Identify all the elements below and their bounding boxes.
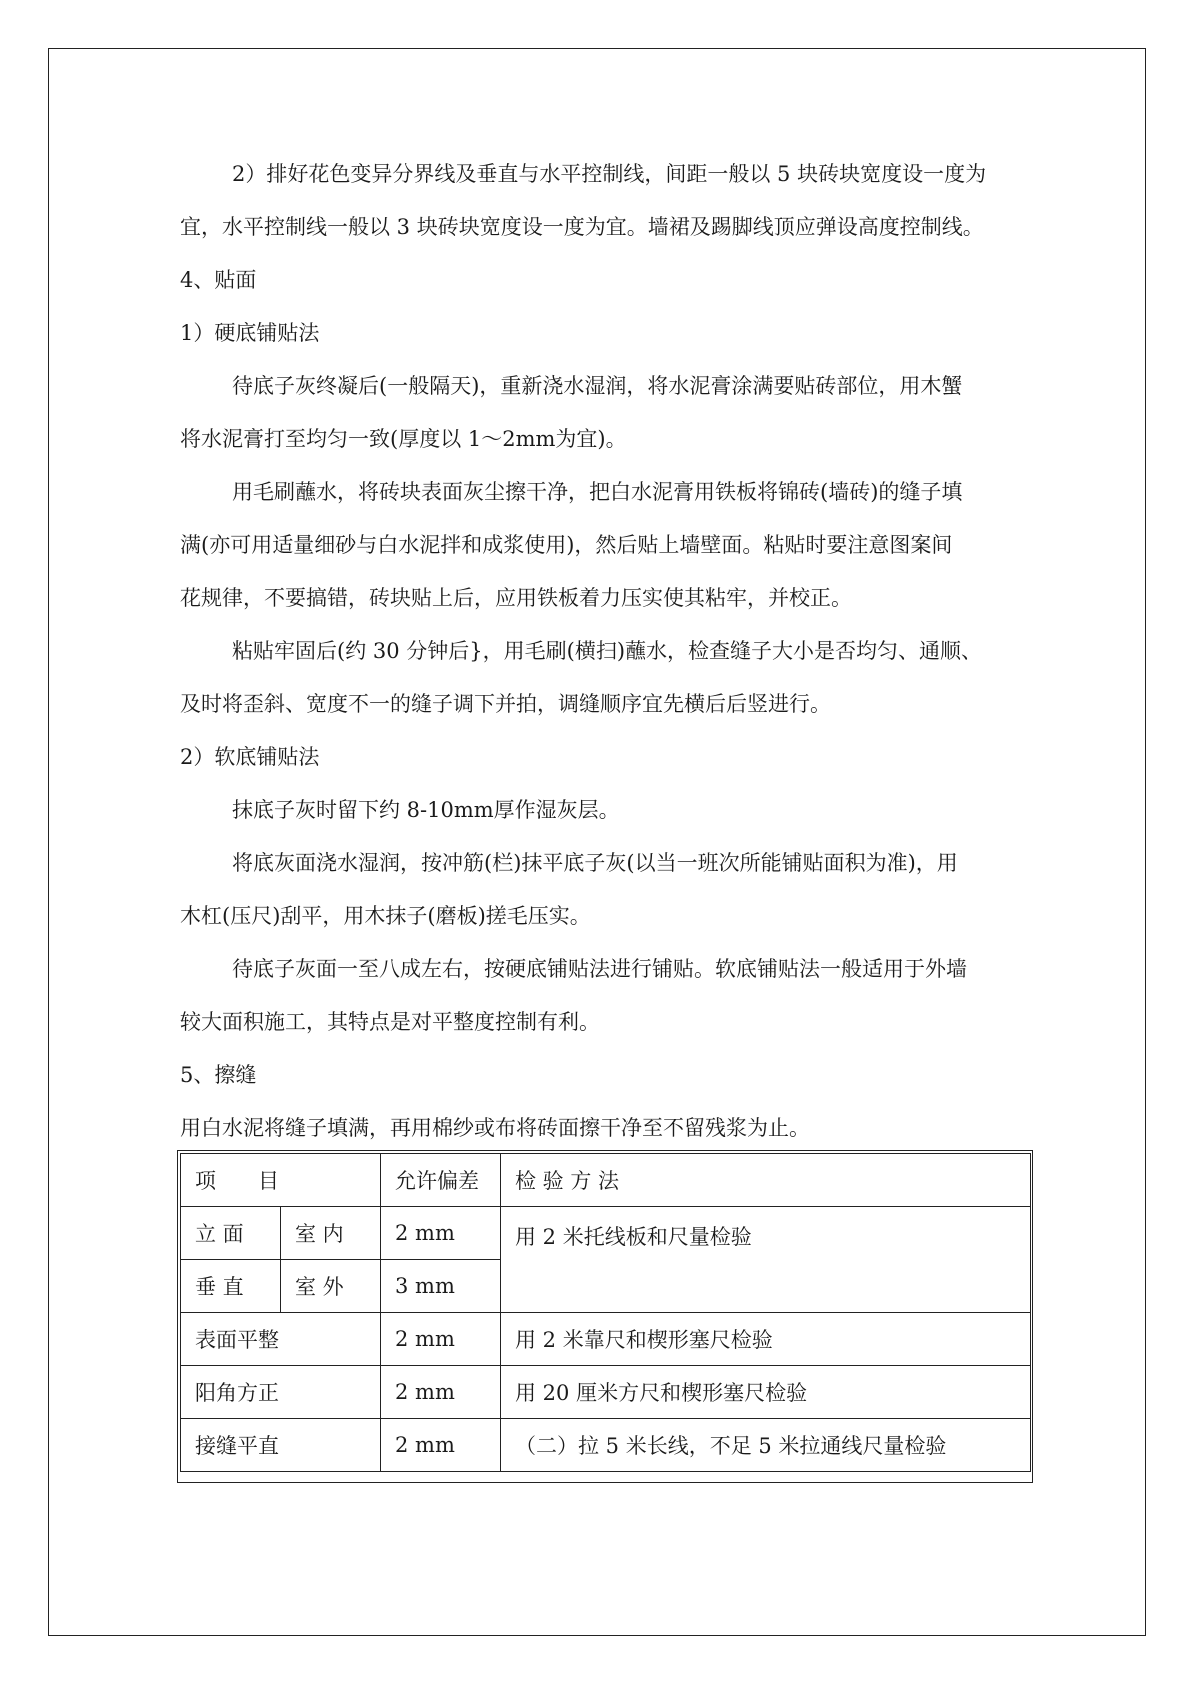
subsection-heading: 1）硬底铺贴法 (180, 321, 320, 345)
table-cell: 用 2 米托线板和尺量检验 (501, 1207, 1031, 1313)
table-cell: 2 mm (381, 1207, 501, 1260)
table-cell: 2 mm (381, 1419, 501, 1472)
paragraph-line: 待底子灰面一至八成左右，按硬底铺贴法进行铺贴。软底铺贴法一般适用于外墙 (232, 957, 967, 981)
table-cell: 室 内 (281, 1207, 381, 1260)
table-row (181, 1366, 1031, 1419)
table-cell: 用 20 厘米方尺和楔形塞尺检验 (501, 1366, 1031, 1419)
table-cell: 立 面 (181, 1207, 281, 1260)
table-cell: 表面平整 (181, 1313, 381, 1366)
table-cell: 垂 直 (181, 1260, 281, 1313)
table-cell: 用 2 米靠尺和楔形塞尺检验 (501, 1313, 1031, 1366)
tolerance-table (180, 1153, 1031, 1472)
paragraph-line: 2）排好花色变异分界线及垂直与水平控制线，间距一般以 5 块砖块宽度设一度为 (232, 162, 987, 186)
section-heading: 4、贴面 (180, 268, 257, 292)
table-row (181, 1313, 1031, 1366)
table-header-cell: 检 验 方 法 (501, 1154, 1031, 1207)
table-cell: 3 mm (381, 1260, 501, 1313)
table-cell: 阳角方正 (181, 1366, 381, 1419)
paragraph-line: 待底子灰终凝后(一般隔天)，重新浇水湿润，将水泥膏涂满要贴砖部位，用木蟹 (232, 374, 963, 398)
table-row (181, 1207, 1031, 1260)
table-header-cell: 允许偏差 (381, 1154, 501, 1207)
paragraph-line: 及时将歪斜、宽度不一的缝子调下并拍，调缝顺序宜先横后后竖进行。 (180, 692, 831, 716)
table-cell: （二）拉 5 米长线，不足 5 米拉通线尺量检验 (501, 1419, 1031, 1472)
subsection-heading: 2）软底铺贴法 (180, 745, 320, 769)
paragraph-line: 抹底子灰时留下约 8-10mm厚作湿灰层。 (232, 798, 620, 822)
table-header-row (181, 1154, 1031, 1207)
section-heading: 5、擦缝 (180, 1063, 257, 1087)
paragraph-line: 花规律，不要搞错，砖块贴上后，应用铁板着力压实使其粘牢，并校正。 (180, 586, 852, 610)
paragraph-line: 粘贴牢固后(约 30 分钟后}，用毛刷(横扫)蘸水，检查缝子大小是否均匀、通顺、 (232, 639, 983, 663)
table-cell: 2 mm (381, 1366, 501, 1419)
paragraph-line: 满(亦可用适量细砂与白水泥拌和成浆使用)，然后贴上墙壁面。粘贴时要注意图案间 (180, 533, 953, 557)
paragraph-line: 用毛刷蘸水，将砖块表面灰尘擦干净，把白水泥膏用铁板将锦砖(墙砖)的缝子填 (232, 480, 963, 504)
paragraph-line: 将底灰面浇水湿润，按冲筋(栏)抹平底子灰(以当一班次所能铺贴面积为准)，用 (232, 851, 958, 875)
table-row (181, 1419, 1031, 1472)
table-header-cell: 项 目 (181, 1154, 381, 1207)
paragraph-line: 宜，水平控制线一般以 3 块砖块宽度设一度为宜。墙裙及踢脚线顶应弹设高度控制线。 (180, 215, 984, 239)
paragraph-line: 木杠(压尺)刮平，用木抹子(磨板)搓毛压实。 (180, 904, 591, 928)
paragraph-line: 用白水泥将缝子填满，再用棉纱或布将砖面擦干净至不留残浆为止。 (180, 1116, 810, 1140)
table-cell: 接缝平直 (181, 1419, 381, 1472)
table-cell: 2 mm (381, 1313, 501, 1366)
table-cell: 室 外 (281, 1260, 381, 1313)
paragraph-line: 较大面积施工，其特点是对平整度控制有利。 (180, 1010, 600, 1034)
paragraph-line: 将水泥膏打至均匀一致(厚度以 1～2mm为宜)。 (180, 427, 627, 451)
